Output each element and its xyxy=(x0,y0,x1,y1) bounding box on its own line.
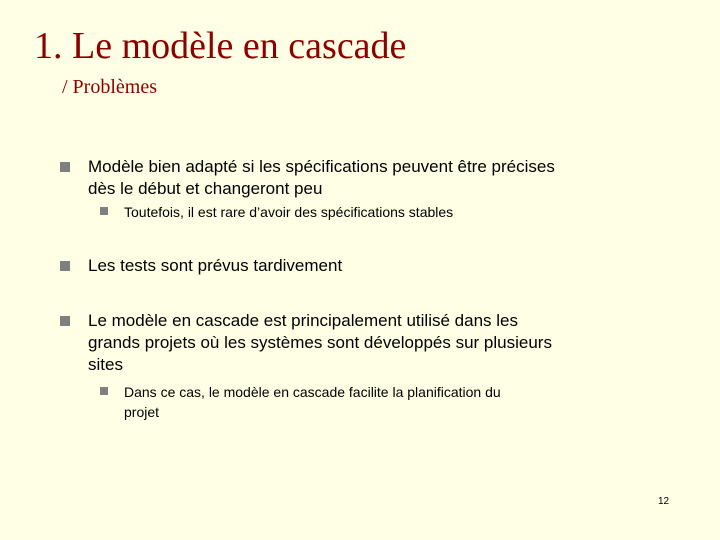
page-number: 12 xyxy=(658,496,670,507)
slide-title: 1. Le modèle en cascade xyxy=(34,25,407,67)
sub-bullet-text-1: Toutefois, il est rare d’avoir des spécifications stables xyxy=(124,204,454,220)
square-bullet-icon xyxy=(60,261,70,271)
sub-bullet-text-3: Dans ce cas, le modèle en cascade facilite la planification du projet xyxy=(124,384,501,420)
bullet-text-1: Modèle bien adapté si les spécifications peuvent être précises dès le début et changeront peu xyxy=(88,157,555,198)
bullet-text-3: Le modèle en cascade est principalement utilisé dans les grands projets où les systèmes sont développés sur plusieurs sites xyxy=(88,311,552,374)
slide-subtitle: / Problèmes xyxy=(62,76,157,98)
square-bullet-icon xyxy=(100,207,108,215)
square-bullet-icon xyxy=(60,162,70,172)
bullet-text-2: Les tests sont prévus tardivement xyxy=(88,256,343,275)
square-bullet-icon xyxy=(100,387,108,395)
square-bullet-icon xyxy=(60,316,70,326)
